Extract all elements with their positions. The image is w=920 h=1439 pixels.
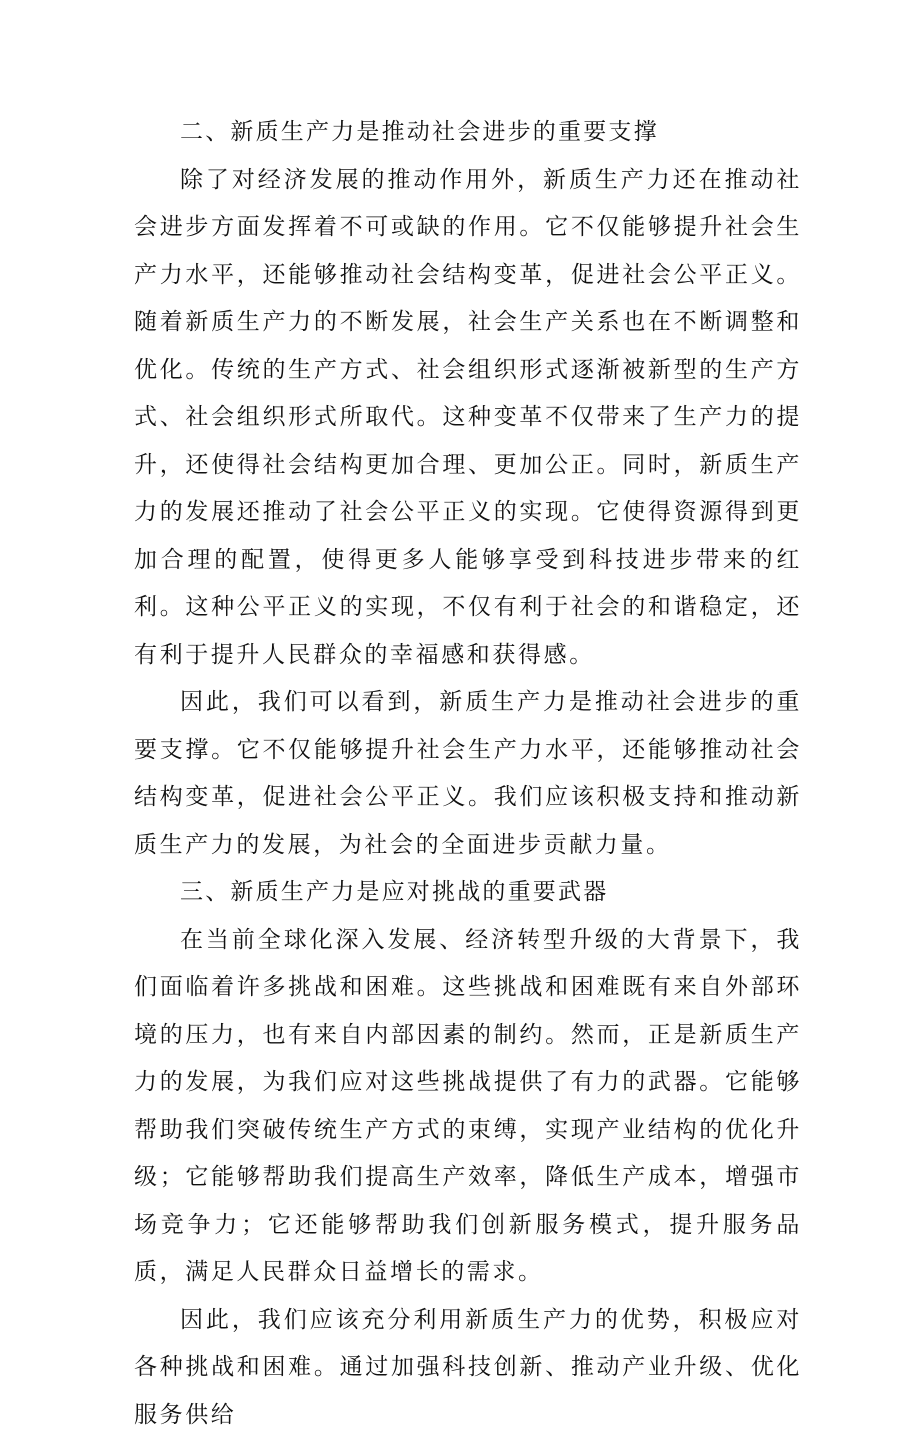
section-heading-2: 二、新质生产力是推动社会进步的重要支撑	[134, 109, 802, 157]
paragraph: 除了对经济发展的推动作用外，新质生产力还在推动社会进步方面发挥着不可或缺的作用。它不仅能够提升社会生产力水平，还能够推动社会结构变革，促进社会公平正义。随着新质生产力的不断发展，社会生产关系也在不断调整和优化。传统的生产方式、社会组织形式逐渐被新型的生产方式、社会组织形式所取代。这种变革不仅带来了生产力的提升，还使得社会结构更加合理、更加公正。同时，新质生产力的发展还推动了社会公平正义的实现。它使得资源得到更加合理的配置，使得更多人能够享受到科技进步带来的红利。这种公平正义的实现，不仅有利于社会的和谐稳定，还有利于提升人民群众的幸福感和获得感。	[134, 157, 802, 680]
paragraph: 在当前全球化深入发展、经济转型升级的大背景下，我们面临着许多挑战和困难。这些挑战和困难既有来自外部环境的压力，也有来自内部因素的制约。然而，正是新质生产力的发展，为我们应对这些挑战提供了有力的武器。它能够帮助我们突破传统生产方式的束缚，实现产业结构的优化升级；它能够帮助我们提高生产效率，降低生产成本，增强市场竞争力；它还能够帮助我们创新服务模式，提升服务品质，满足人民群众日益增长的需求。	[134, 917, 802, 1297]
paragraph: 因此，我们应该充分利用新质生产力的优势，积极应对各种挑战和困难。通过加强科技创新、推动产业升级、优化服务供给	[134, 1297, 802, 1439]
document-body	[134, 109, 802, 1439]
section-heading-3: 三、新质生产力是应对挑战的重要武器	[134, 869, 802, 917]
paragraph: 因此，我们可以看到，新质生产力是推动社会进步的重要支撑。它不仅能够提升社会生产力水平，还能够推动社会结构变革，促进社会公平正义。我们应该积极支持和推动新质生产力的发展，为社会的全面进步贡献力量。	[134, 679, 802, 869]
